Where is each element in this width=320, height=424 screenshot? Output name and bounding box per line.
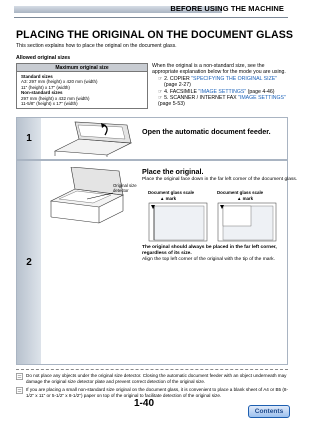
step-1 bbox=[16, 117, 288, 160]
ref-arrow-icon: ☞ bbox=[158, 88, 165, 95]
step-2-emphasis: The original should always be placed in the far left corner, regardless of its size. bbox=[142, 245, 277, 256]
note-icon bbox=[16, 373, 23, 380]
side-intro: When the original is a non-standard size, see the appropriate explanation below for the mode you are using. bbox=[152, 63, 286, 76]
page-header bbox=[0, 0, 300, 18]
note-item: Do not place any objects under the original size detector. Closing the automatic document feeder with an object underneath may damage the original size detector plate and prevent correct detection of the original size. bbox=[16, 373, 288, 384]
intro-text: This section explains how to place the original on the document glass. bbox=[16, 43, 177, 49]
step-2-desc: Place the original face down in the far left corner of the document glass. bbox=[142, 177, 298, 182]
mark-label-right: ▲ mark bbox=[237, 196, 254, 201]
header-divider bbox=[14, 17, 288, 18]
step-2-title: Place the original. bbox=[142, 167, 204, 176]
note-item: If you are placing a small non-standard size original on the document glass, it is convenient to place a blank sheet of A4 or B5 (8-1/2" x 11" or 5-1/2" x 8-1/2") paper on top of the original to facilitate detection of the original size. bbox=[16, 387, 288, 398]
allowed-sizes-heading: Allowed original sizes bbox=[16, 55, 71, 61]
notes-section bbox=[16, 369, 288, 401]
contents-button[interactable]: Contents bbox=[248, 405, 290, 418]
standard-size-in: 11" (height) x 17" (width) bbox=[21, 84, 70, 90]
ref-arrow-icon: ☞ bbox=[158, 95, 165, 102]
table-header: Maximum original size bbox=[17, 64, 147, 72]
reference-scanner: ☞ 5. SCANNER / INTERNET FAX "IMAGE SETTINGS" (page 5-53) bbox=[158, 95, 286, 108]
step-number: 1 bbox=[17, 118, 41, 159]
scale-label-left: Document glass scale bbox=[148, 190, 195, 195]
step-2 bbox=[16, 160, 298, 365]
link-specifying-original-size[interactable]: "SPECIFYING THE ORIGINAL SIZE" bbox=[191, 75, 278, 82]
open-feeder-illustration bbox=[47, 121, 135, 158]
reference-copier: ☞ 2. COPIER "SPECIFYING THE ORIGINAL SIZE" (page 2-27) bbox=[158, 75, 278, 89]
nonstandard-sizes-label: Non-standard sizes bbox=[21, 90, 63, 96]
triangle-mark-icon: ▲ bbox=[237, 196, 243, 201]
nonstandard-size-mm: 297 mm (height) x 432 mm (width) bbox=[21, 95, 90, 101]
mark-label-left: ▲ mark bbox=[160, 196, 177, 201]
standard-size-mm: A3: 297 mm (height) x 420 mm (width) bbox=[21, 79, 98, 85]
page-title: PLACING THE ORIGINAL ON THE DOCUMENT GLASS bbox=[16, 29, 294, 41]
note-icon bbox=[16, 387, 23, 394]
place-original-illustration bbox=[47, 167, 137, 231]
nonstandard-size-info bbox=[152, 63, 288, 108]
triangle-mark-icon: ▲ bbox=[160, 196, 166, 201]
reference-facsimile: ☞ 4. FACSIMILE "IMAGE SETTINGS" (page 4-46) bbox=[158, 88, 275, 95]
standard-sizes-label: Standard sizes bbox=[21, 74, 53, 79]
link-scanner-image-settings[interactable]: "IMAGE SETTINGS" bbox=[238, 95, 286, 102]
link-fax-image-settings[interactable]: "IMAGE SETTINGS" bbox=[198, 88, 247, 95]
step-number: 2 bbox=[17, 161, 41, 364]
page-number: 1-40 bbox=[134, 398, 155, 409]
original-size-table bbox=[16, 63, 148, 109]
nonstandard-size-in: 11-5/8" (height) x 17" (width) bbox=[21, 101, 78, 107]
glass-scale-right-diagram bbox=[217, 202, 277, 242]
scale-label-right: Document glass scale bbox=[217, 190, 264, 195]
ref-arrow-icon: ☞ bbox=[158, 75, 165, 82]
step-1-title: Open the automatic document feeder. bbox=[142, 127, 271, 136]
section-title: BEFORE USING THE MACHINE bbox=[170, 4, 284, 13]
detector-label: Original size detector bbox=[113, 183, 137, 193]
step-2-align: Align the top left corner of the original with the tip of the mark. bbox=[142, 257, 275, 262]
glass-scale-left-diagram bbox=[148, 202, 208, 242]
